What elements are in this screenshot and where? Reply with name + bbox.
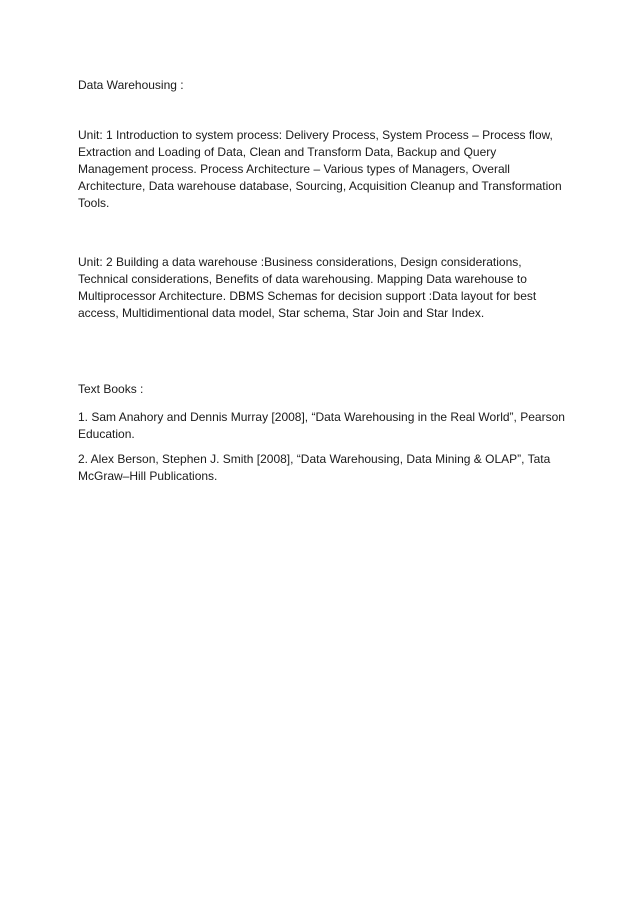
- textbook-2: 2. Alex Berson, Stephen J. Smith [2008], “Data Warehousing, Data Mining & OLAP”, Tata McGraw–Hill Publications.: [78, 452, 551, 483]
- document-heading: Data Warehousing :: [78, 78, 184, 92]
- textbook-1: 1. Sam Anahory and Dennis Murray [2008], “Data Warehousing in the Real World”, Pearson Education.: [78, 410, 565, 441]
- unit-2-paragraph: Unit: 2 Building a data warehouse :Business considerations, Design considerations, Technical considerations, Benefits of data warehousing. Mapping Data warehouse to Multiprocessor Architecture. DBMS Schemas for decision support :Data layout for best access, Multidimentional data model, Star schema, Star Join and Star Index.: [78, 255, 537, 320]
- textbooks-heading: Text Books :: [78, 382, 144, 396]
- unit-1-paragraph: Unit: 1 Introduction to system process: Delivery Process, System Process – Process flow, Extraction and Loading of Data, Clean and Transform Data, Backup and Query Management process. Process Architecture – Various types of Managers, Overall Architecture, Data warehouse database, Sourcing, Acquisition Cleanup and Transformation Tools.: [78, 128, 562, 210]
